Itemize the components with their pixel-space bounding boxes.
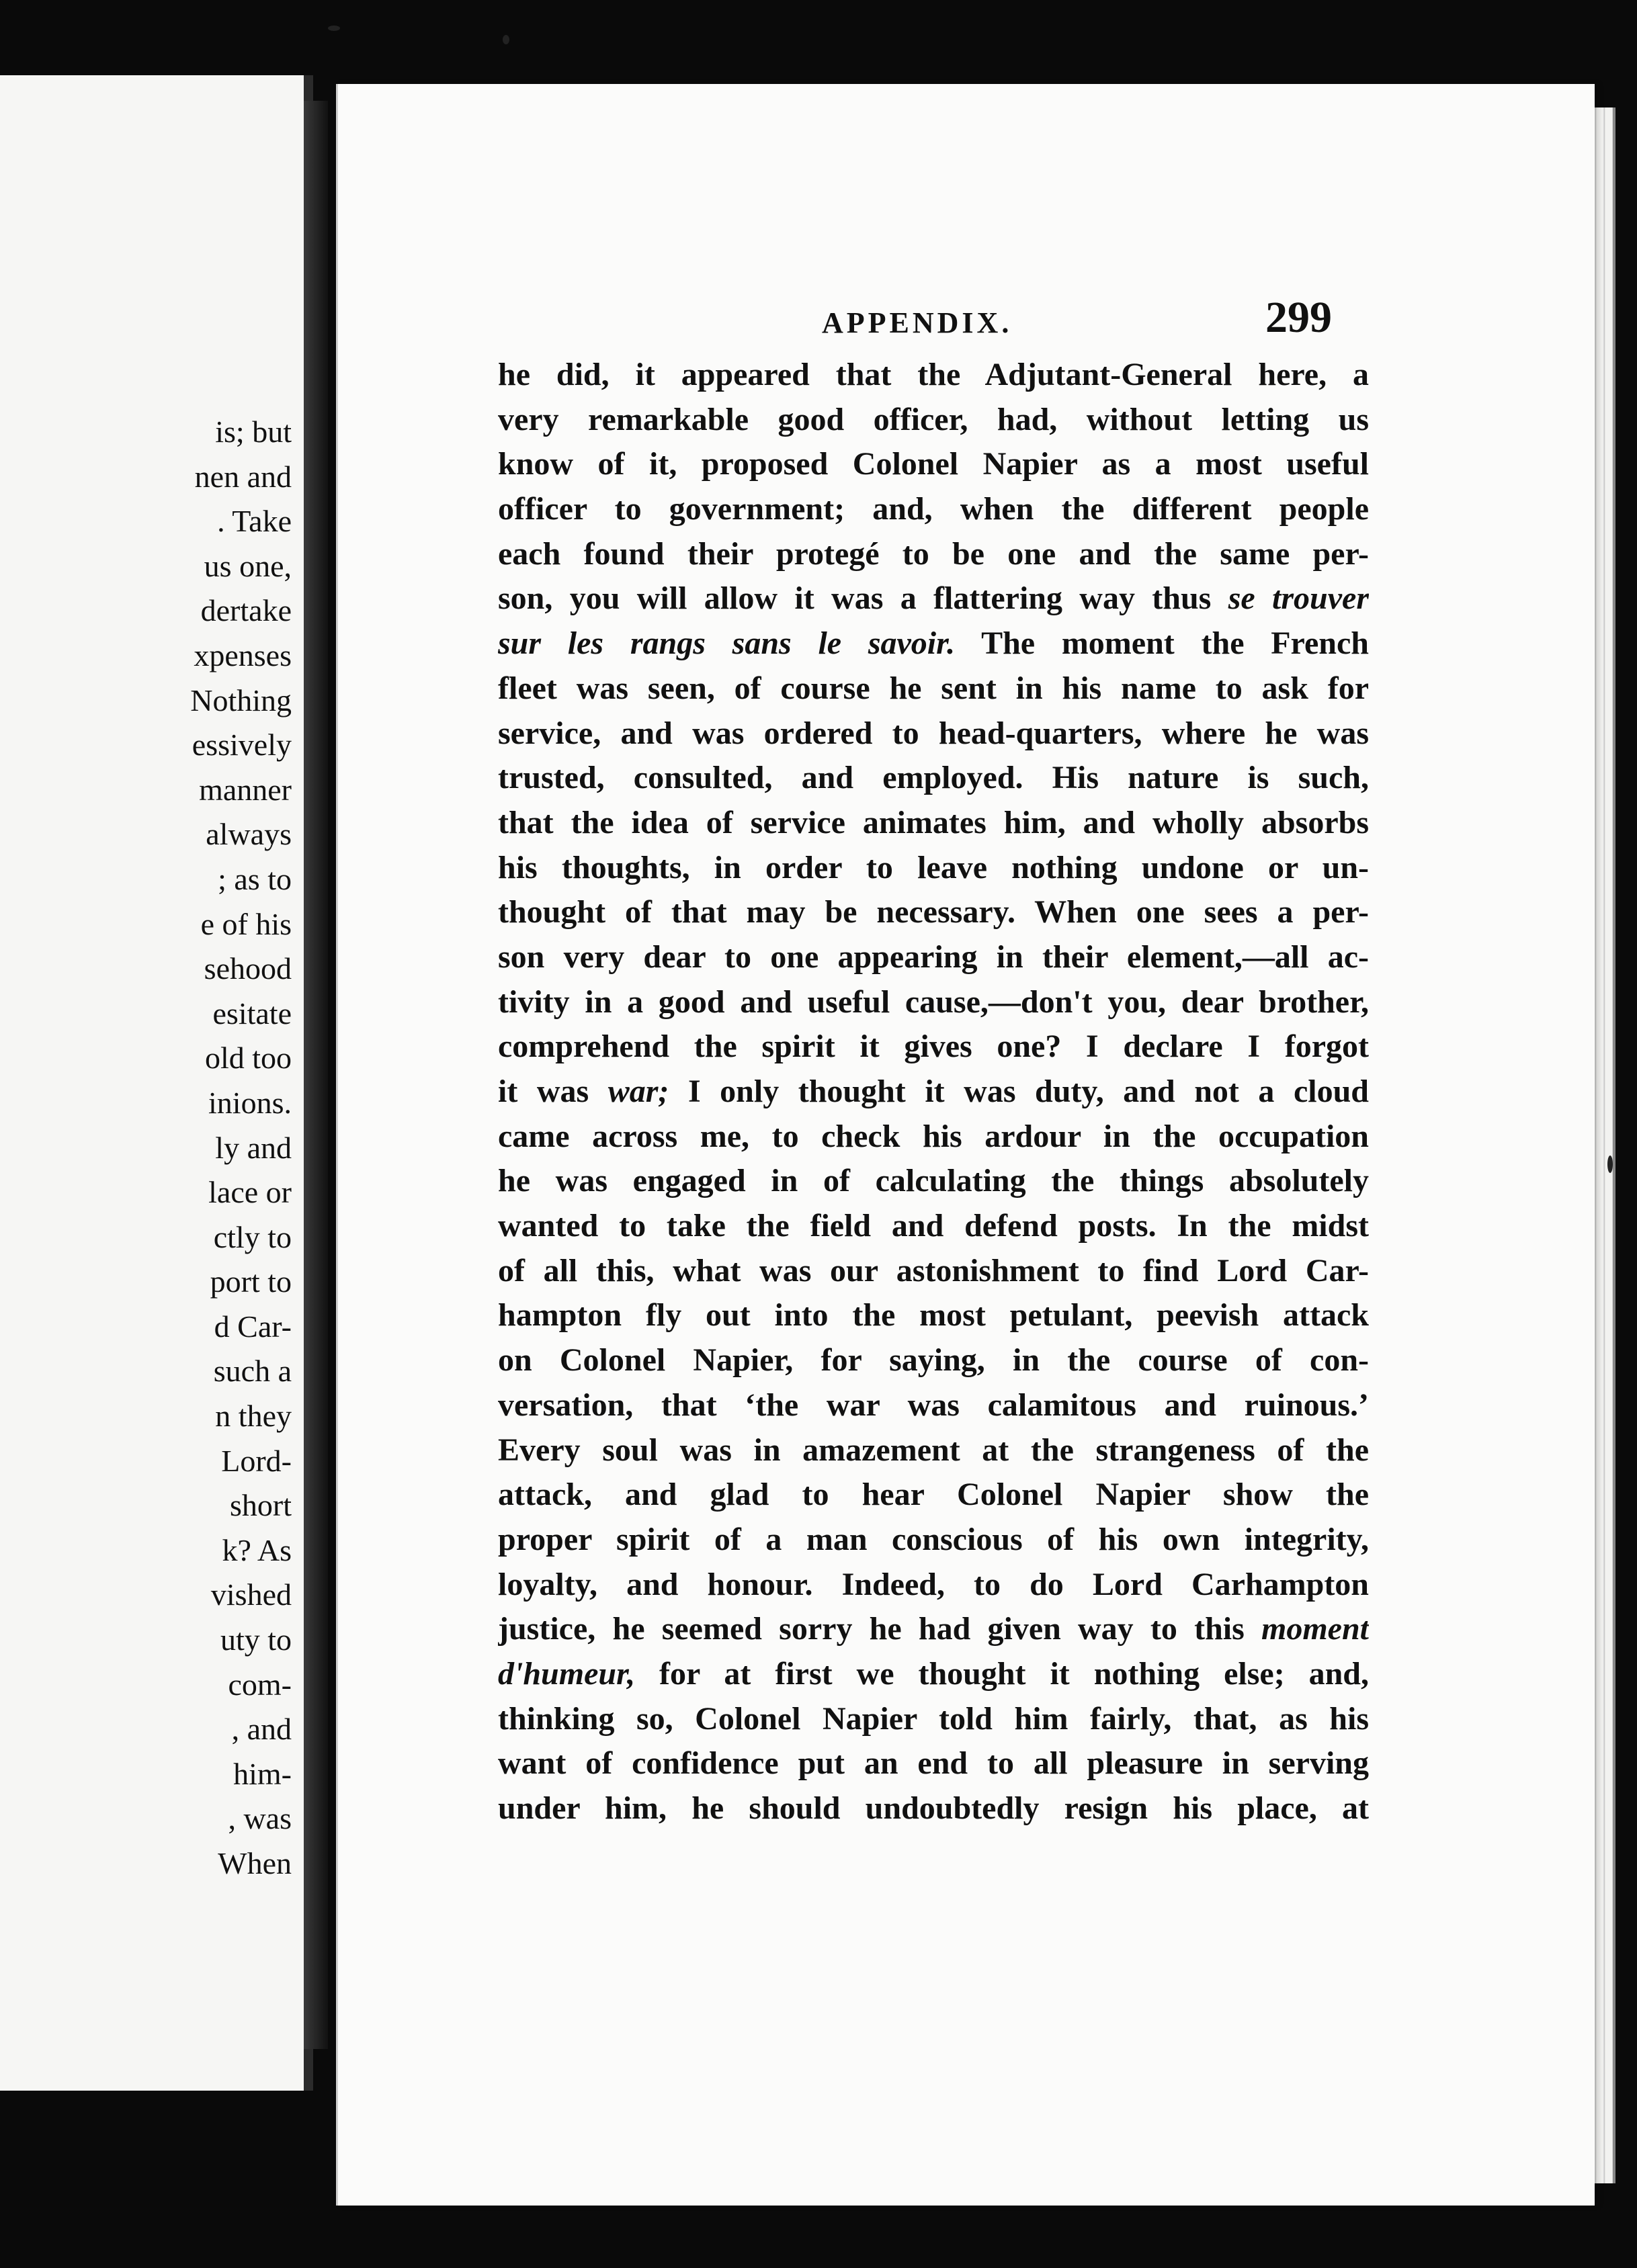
text-line <box>498 398 1369 443</box>
left-page-line: sehood <box>204 951 292 986</box>
line-text: very remarkable good officer, had, without letting us <box>498 401 1369 437</box>
line-text: his thoughts, in order to leave nothing undone or un- <box>498 849 1369 885</box>
line-text: tivity in a good and useful cause,—don't you, dear brother, <box>498 984 1369 1020</box>
text-line <box>498 487 1369 532</box>
left-page-line: Nothing <box>190 683 292 717</box>
italic-phrase: d'humeur, <box>498 1655 636 1692</box>
line-text: loyalty, and honour. Indeed, to do Lord Carhampton <box>498 1566 1369 1602</box>
line-text: attack, and glad to hear Colonel Napier show the <box>498 1477 1369 1513</box>
line-text: that the idea of service animates him, and wholly absorbs <box>498 804 1369 840</box>
text-line <box>498 890 1369 935</box>
left-page-line: port to <box>210 1264 292 1299</box>
left-page-line: uty to <box>220 1622 292 1657</box>
left-page-line: manner <box>199 772 292 807</box>
italic-phrase: moment <box>1261 1611 1369 1647</box>
line-text: proper spirit of a man conscious of his own integrity, <box>498 1521 1369 1557</box>
left-page-line: essively <box>192 728 292 762</box>
text-line <box>498 353 1369 398</box>
line-text: fleet was seen, of course he sent in his name to ask for <box>498 670 1369 706</box>
text-line <box>498 1249 1369 1294</box>
line-text: each found their protegé to be one and the same per- <box>498 535 1369 572</box>
left-page-line: short <box>230 1488 292 1523</box>
text-line <box>498 1070 1369 1115</box>
line-text: versation, that ‘the war was calamitous and ruinous.’ <box>498 1387 1369 1423</box>
text-line <box>498 1697 1369 1742</box>
text-line <box>498 756 1369 801</box>
text-line <box>498 1338 1369 1383</box>
text-line <box>498 1293 1369 1338</box>
text-line <box>498 1383 1369 1428</box>
left-page-line: inions. <box>208 1085 292 1120</box>
left-page-line: ; as to <box>218 861 292 896</box>
line-text: thinking so, Colonel Napier told him fairly, that, as his <box>498 1700 1369 1737</box>
text-line <box>498 1428 1369 1473</box>
dust-speck <box>503 35 509 44</box>
text-line <box>498 980 1369 1025</box>
left-page-line: k? As <box>222 1532 292 1567</box>
left-page-line: Lord- <box>221 1443 292 1478</box>
text-line <box>498 1518 1369 1563</box>
italic-phrase: sur les rangs sans le savoir. <box>498 625 956 662</box>
text-line <box>498 935 1369 980</box>
line-text: I only thought it was duty, and not a cloud <box>687 1074 1369 1109</box>
body-text <box>498 353 1369 1831</box>
left-page-line: ctly to <box>213 1219 292 1254</box>
left-page-line: com- <box>228 1667 292 1702</box>
line-text: Every soul was in amazement at the strangeness of the <box>498 1432 1369 1468</box>
line-text: comprehend the spirit it gives one? I declare I forgot <box>498 1029 1369 1065</box>
left-page-line: esitate <box>212 996 292 1031</box>
left-page-fragment <box>0 75 313 2091</box>
left-page-line: dertake <box>200 593 292 628</box>
line-text: officer to government; and, when the different people <box>498 491 1369 527</box>
text-line <box>498 1563 1369 1608</box>
line-text: son very dear to one appearing in their element,—all ac- <box>498 939 1369 975</box>
line-text: under him, he should undoubtedly resign his place, at <box>498 1790 1369 1826</box>
text-line <box>498 532 1369 577</box>
left-page-line: . Take <box>217 504 292 539</box>
text-line <box>498 1652 1369 1697</box>
left-page-line: , and <box>231 1712 292 1747</box>
text-line <box>498 801 1369 846</box>
line-text: service, and was ordered to head-quarters, where he was <box>498 715 1369 751</box>
left-page-line: d Car- <box>214 1309 292 1344</box>
line-text: he did, it appeared that the Adjutant-General here, a <box>498 357 1369 392</box>
line-text: justice, he seemed sorry he had given way to this <box>498 1611 1245 1647</box>
book-gutter <box>304 101 328 2049</box>
text-line <box>498 711 1369 756</box>
italic-phrase: se trouver <box>1228 580 1369 617</box>
left-page-line: When <box>218 1846 292 1880</box>
line-text: came across me, to check his ardour in the occupation <box>498 1118 1369 1154</box>
text-line <box>498 442 1369 487</box>
left-page-line: is; but <box>215 415 292 449</box>
left-page-line: such a <box>213 1354 292 1389</box>
running-title: APPENDIX. <box>822 306 1013 339</box>
line-text: hampton fly out into the most petulant, peevish attack <box>498 1297 1369 1334</box>
text-line <box>498 1204 1369 1249</box>
page-number: 299 <box>1265 293 1332 342</box>
left-page-line: nen and <box>194 459 292 494</box>
dust-speck <box>328 26 340 31</box>
line-text: on Colonel Napier, for saying, in the course of con- <box>498 1342 1369 1379</box>
text-line <box>498 1607 1369 1652</box>
text-line <box>498 1473 1369 1518</box>
text-line <box>498 846 1369 891</box>
text-line <box>498 666 1369 711</box>
left-page-line: xpenses <box>194 638 292 672</box>
right-page <box>336 84 1595 2206</box>
left-page-line: him- <box>233 1756 292 1791</box>
left-page-line: lace or <box>208 1175 292 1210</box>
italic-phrase: war; <box>607 1074 669 1109</box>
text-line <box>498 1115 1369 1160</box>
left-page-line: always <box>206 817 292 852</box>
line-text: he was engaged in of calculating the things absolutely <box>498 1163 1369 1199</box>
left-page-line: old too <box>204 1041 292 1076</box>
line-text: it was <box>498 1074 589 1109</box>
left-page-line: vished <box>210 1577 292 1612</box>
left-page-line: n they <box>215 1399 292 1434</box>
line-text: son, you will allow it was a flattering way thus <box>498 580 1212 617</box>
left-page-line: ly and <box>215 1130 292 1165</box>
text-line <box>498 1786 1369 1831</box>
line-text: know of it, proposed Colonel Napier as a most useful <box>498 446 1369 482</box>
line-text: The moment the French <box>981 625 1369 662</box>
running-head <box>338 292 1369 359</box>
text-line <box>498 1741 1369 1786</box>
text-line <box>498 1024 1369 1070</box>
dust-speck <box>1607 1155 1613 1173</box>
line-text: thought of that may be necessary. When one sees a per- <box>498 894 1369 930</box>
left-page-line: us one, <box>204 548 292 583</box>
text-line <box>498 1159 1369 1204</box>
line-text: of all this, what was our astonishment to find Lord Car- <box>498 1252 1369 1289</box>
left-page-text <box>9 410 292 1886</box>
text-line <box>498 576 1369 621</box>
left-page-line: e of his <box>200 906 292 941</box>
line-text: for at first we thought it nothing else; and, <box>659 1655 1369 1692</box>
line-text: wanted to take the field and defend posts. In the midst <box>498 1208 1369 1244</box>
text-line <box>498 621 1369 666</box>
line-text: want of confidence put an end to all pleasure in serving <box>498 1745 1369 1782</box>
left-page-line: , was <box>228 1801 292 1836</box>
line-text: trusted, consulted, and employed. His nature is such, <box>498 760 1369 796</box>
